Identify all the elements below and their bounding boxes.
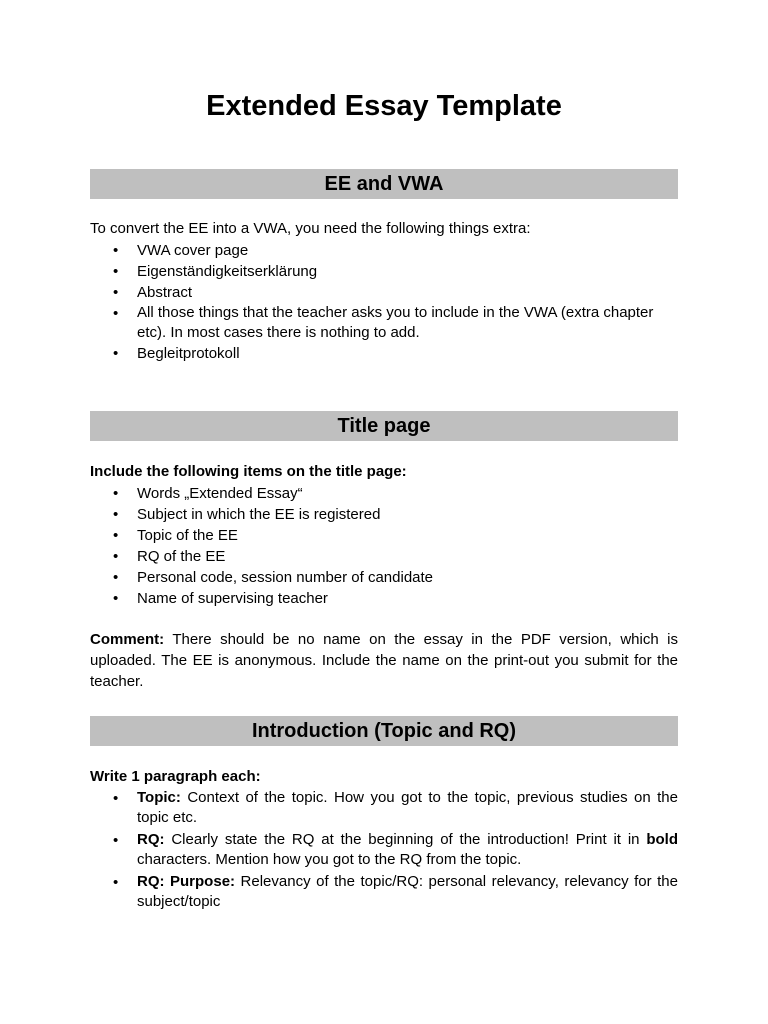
list-item — [90, 872, 678, 912]
bullet-icon: • — [113, 590, 119, 607]
bullet-icon: • — [113, 485, 119, 502]
list-item-text: Context of the topic. How you got to the topic, previous studies on the topic etc. — [137, 789, 678, 826]
section-intro: Write 1 paragraph each: — [90, 768, 261, 785]
list-item-text: Relevancy of the topic/RQ: personal relevancy, relevancy for the subject/topic — [137, 873, 678, 910]
list-item — [90, 483, 678, 504]
emphasis-word: bold — [646, 831, 678, 848]
bullet-icon: • — [113, 832, 119, 849]
list-item-text: Topic of the EE — [137, 527, 238, 544]
section-title-page — [90, 411, 678, 692]
bullet-icon: • — [113, 263, 119, 280]
bullet-icon: • — [113, 305, 119, 322]
list-item-text: Name of supervising teacher — [137, 590, 328, 607]
comment-paragraph — [90, 629, 678, 692]
list-item-text: All those things that the teacher asks you to include in the VWA (extra chapter etc). In most cases there is nothing to add. — [137, 304, 654, 341]
list-item-text: Abstract — [137, 284, 193, 301]
list-item-text: Begleitprotokoll — [137, 345, 240, 362]
comment-label: Comment: — [90, 631, 165, 648]
section-intro: Include the following items on the title page: — [90, 463, 407, 480]
list-item-text: RQ of the EE — [137, 548, 226, 565]
list-item — [90, 788, 678, 828]
comment-text: There should be no name on the essay in the PDF version, which is uploaded. The EE is anonymous. Include the name on the print-out you submit for the teacher. — [90, 631, 678, 690]
list-item — [90, 343, 678, 364]
bullet-icon: • — [113, 284, 119, 301]
list-item — [90, 282, 678, 303]
list-item-text: Clearly state the RQ at the beginning of the introduction! Print it in — [164, 831, 647, 848]
list-item-text: VWA cover page — [137, 242, 249, 259]
bullet-icon: • — [113, 548, 119, 565]
section-heading: Introduction (Topic and RQ) — [90, 716, 678, 746]
list-item-label: RQ: — [137, 831, 165, 848]
bullet-list — [90, 788, 678, 912]
list-item — [90, 525, 678, 546]
list-item — [90, 546, 678, 567]
bullet-icon: • — [113, 569, 119, 586]
list-item-text: Eigenständigkeitserklärung — [137, 263, 318, 280]
bullet-icon: • — [113, 345, 119, 362]
section-heading: EE and VWA — [90, 169, 678, 199]
document-title: Extended Essay Template — [206, 90, 562, 122]
list-item-text: Personal code, session number of candidate — [137, 569, 434, 586]
section-heading: Title page — [90, 411, 678, 441]
list-item — [90, 588, 678, 609]
section-intro: To convert the EE into a VWA, you need the following things extra: — [90, 220, 531, 237]
bullet-list — [90, 483, 678, 609]
bullet-icon: • — [113, 506, 119, 523]
bullet-icon: • — [113, 790, 119, 807]
list-item-label: RQ: Purpose: — [137, 873, 236, 890]
list-item — [90, 303, 678, 343]
bullet-icon: • — [113, 527, 119, 544]
list-item — [90, 240, 678, 261]
list-item-text: Subject in which the EE is registered — [137, 506, 381, 523]
bullet-list — [90, 240, 678, 364]
list-item-text: Words „Extended Essay“ — [137, 485, 303, 502]
bullet-icon: • — [113, 874, 119, 891]
list-item — [90, 830, 678, 870]
list-item — [90, 504, 678, 525]
list-item-text-continued: characters. Mention how you got to the RQ from the topic. — [137, 851, 522, 868]
bullet-icon: • — [113, 242, 119, 259]
list-item — [90, 261, 678, 282]
section-introduction — [90, 716, 678, 912]
section-ee-vwa — [90, 169, 678, 364]
list-item-label: Topic: — [137, 789, 181, 806]
list-item — [90, 567, 678, 588]
